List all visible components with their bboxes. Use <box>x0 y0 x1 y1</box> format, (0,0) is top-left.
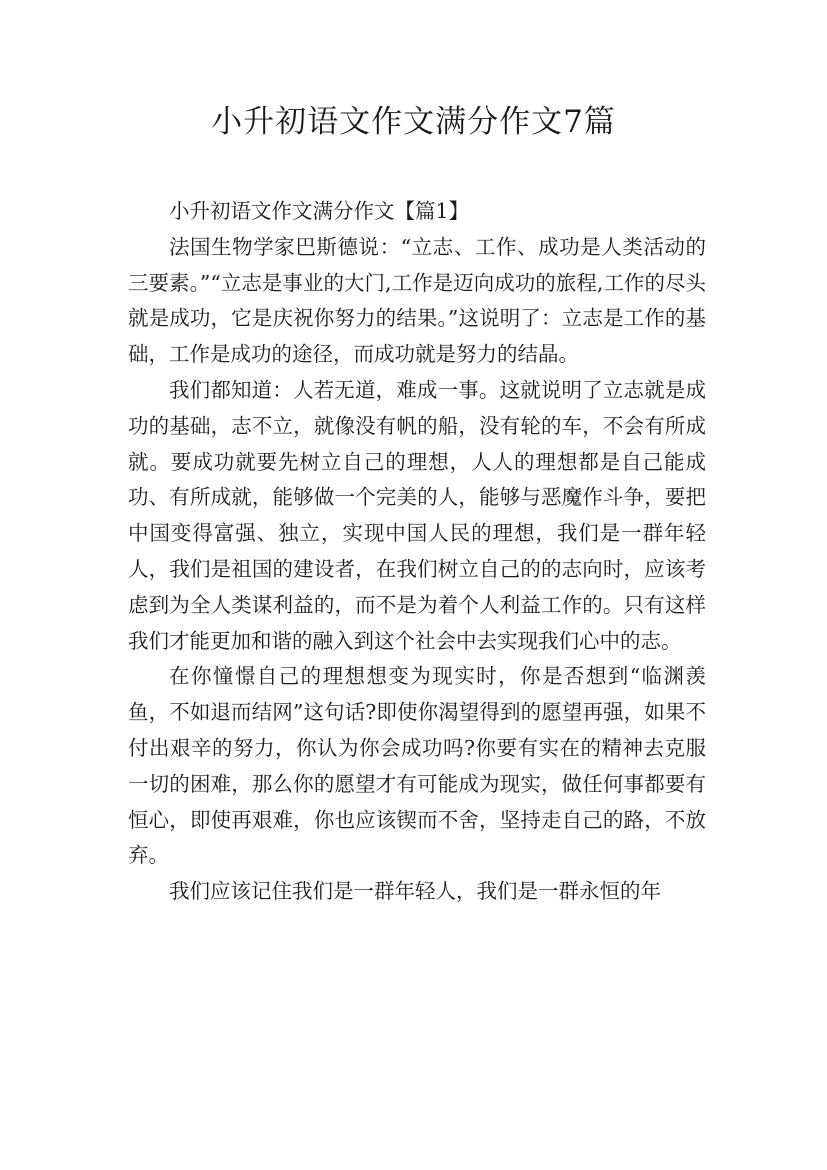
section-heading: 小升初语文作文满分作文【篇1】 <box>169 199 470 223</box>
paragraph: 我们都知道：人若无道，难成一事。这就说明了立志就是成功的基础，志不立，就像没有帆的船，没有轮的车，不会有所成就。要成功就要先树立自己的理想，人人的理想都是自己能成功、有所成就，能够做一个完美的人，能够与恶魔作斗争，要把中国变得富强、独立，实现中国人民的理想，我们是一群年轻人，我们是祖国的建设者，在我们树立自己的的志向时，应该考虑到为全人类谋利益的，而不是为着个人利益工作的。只有这样我们才能更加和谐的融入到这个社会中去实现我们心中的志。 <box>128 377 706 653</box>
paragraph: 法国生物学家巴斯德说：“立志、工作、成功是人类活动的三要素。”“立志是事业的大门,工作是迈向成功的旅程,工作的尽头就是成功，它是庆祝你努力的结果。”这说明了：立志是工作的基础，工作是成功的途径，而成功就是努力的结晶。 <box>128 234 706 367</box>
paragraph: 在你憧憬自己的理想想变为现实时，你是否想到“临渊羡鱼，不如退而结网”这句话?即使你渴望得到的愿望再强，如果不付出艰辛的努力，你认为你会成功吗?你要有实在的精神去克服一切的困难，那么你的愿望才有可能成为现实，做任何事都要有恒心，即使再艰难，你也应该锲而不舍，坚持走自己的路，不放弃。 <box>128 664 706 868</box>
document-body <box>128 194 706 910</box>
document-title: 小升初语文作文满分作文7篇 <box>211 104 616 140</box>
paragraph: 我们应该记住我们是一群年轻人，我们是一群永恒的年 <box>169 879 661 904</box>
